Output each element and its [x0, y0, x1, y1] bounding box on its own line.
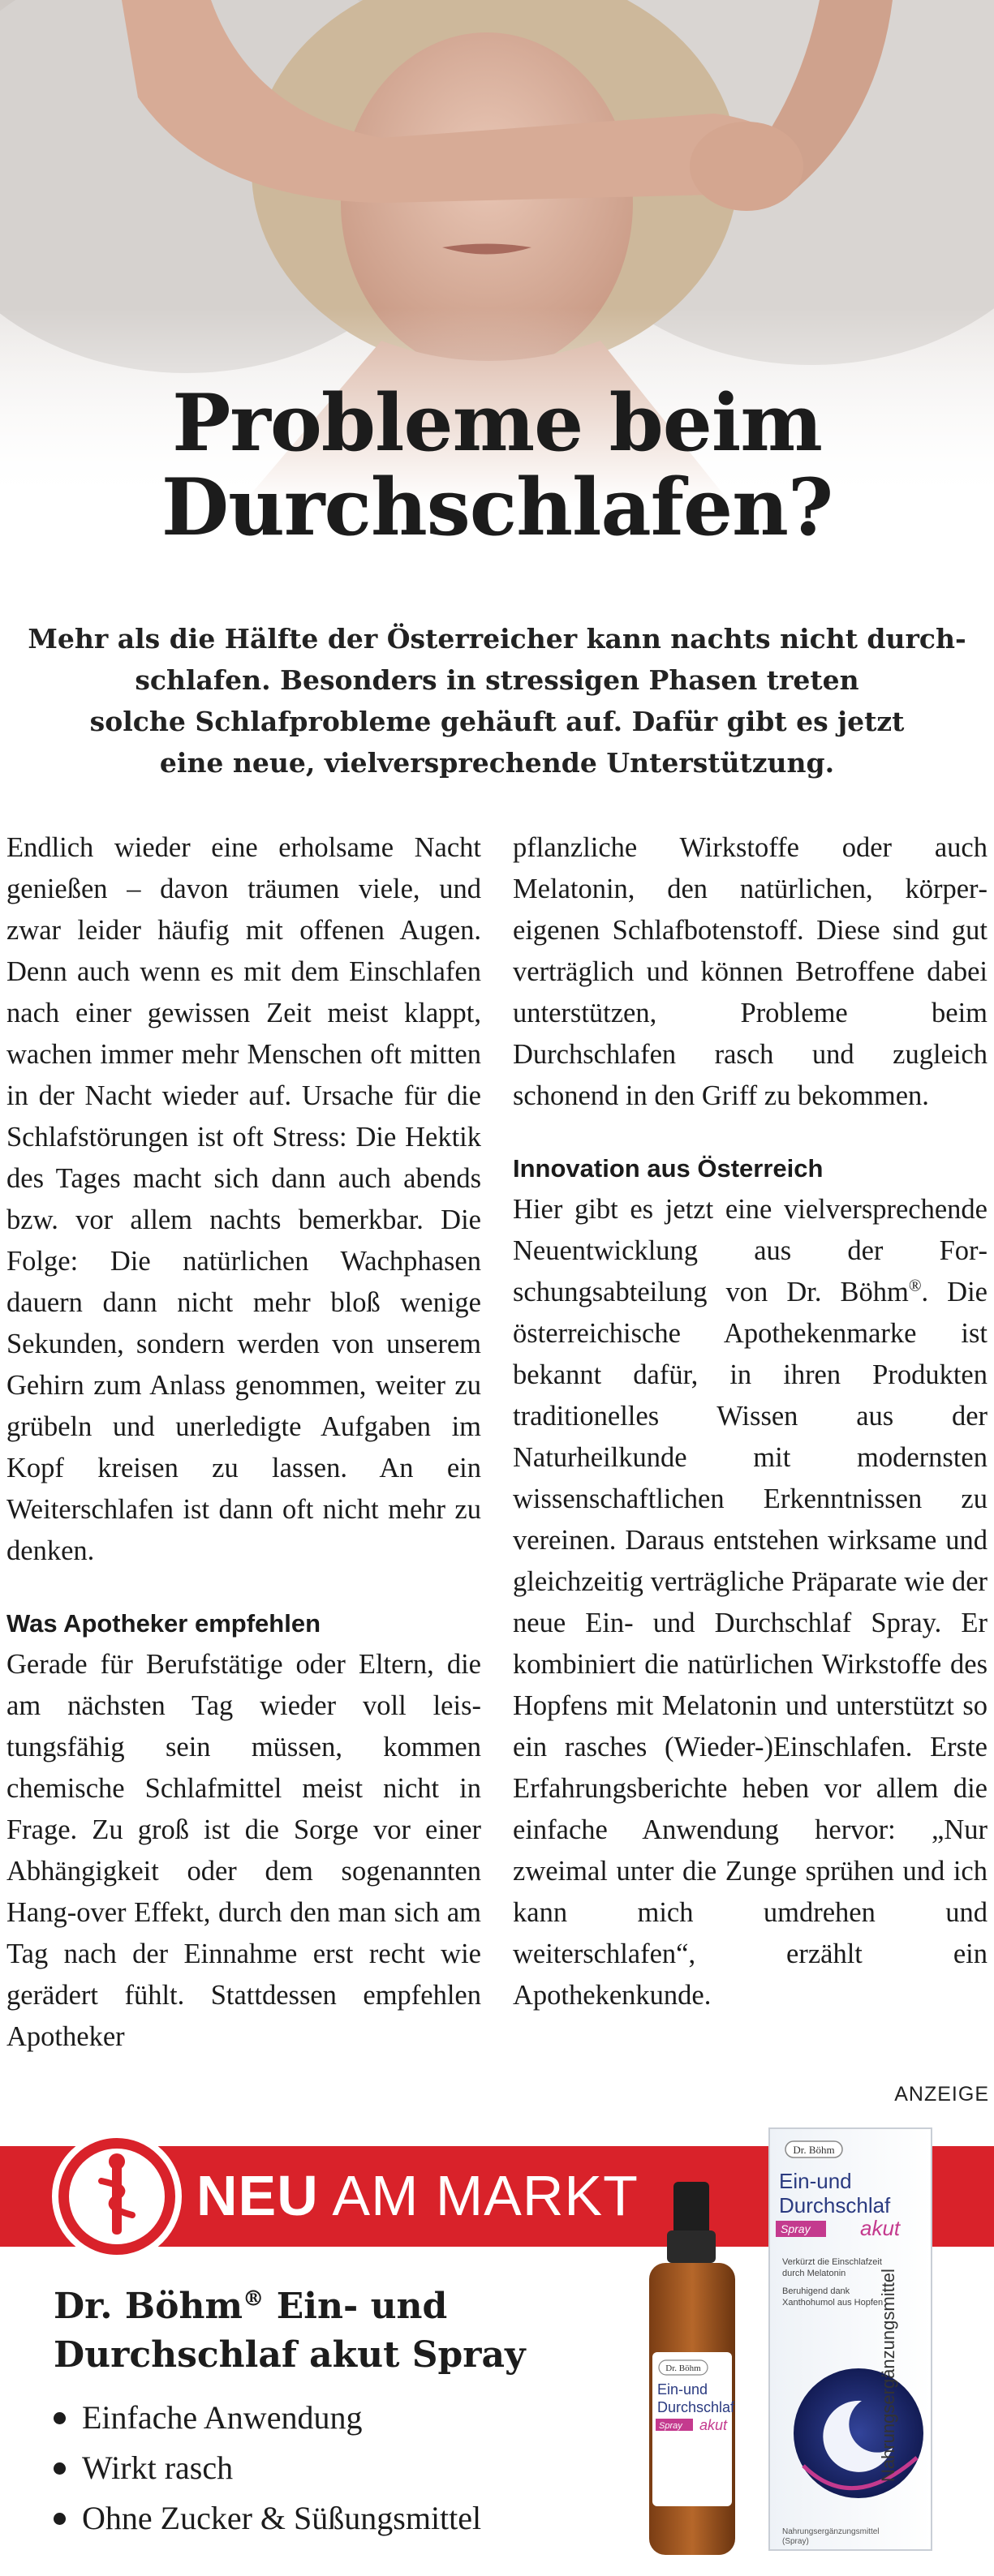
bottle-spray-label: Spray [659, 2421, 682, 2431]
benefit-text: Ohne Zucker & Süßungsmittel [82, 2500, 482, 2536]
headline [0, 377, 994, 553]
benefit-text: Einfache Anwendung [82, 2399, 363, 2436]
box-bottom-2: (Spray) [782, 2537, 809, 2546]
box-line-1: Ein-und [779, 2169, 852, 2193]
box-claim-4: Xanthohumol aus Hopfen [782, 2298, 884, 2308]
banner-text-bold: NEU [196, 2164, 319, 2227]
bottle-line-2: Durchschlaf [657, 2399, 735, 2415]
box-line-2: Durchschlaf [779, 2193, 891, 2218]
product-brand: Dr. Böhm [54, 2286, 243, 2327]
bottle-brand-text: Dr. Böhm [665, 2363, 701, 2373]
section-heading-apotheker: Was Apotheker empfehlen [6, 1609, 321, 1638]
headline-line-1: Probleme beim [172, 377, 822, 469]
moon-icon [794, 2368, 923, 2498]
article-column-left [6, 827, 481, 2058]
box-claim-1: Verkürzt die Einschlafzeit [782, 2257, 882, 2267]
product-registered-mark: ® [243, 2286, 265, 2312]
article-intro: Endlich wieder eine erholsame Nacht genießen – davon träumen viele, und zwar leider häufig mit offenen Augen. Denn auch wenn es mit dem Einschlafen nach einer gewissen Zeit meist klappt, wachen immer mehr Menschen oft mitten in der Nacht wieder auf. Ursache für die Schlafstörungen ist oft Stress: Die Hektik des Tages macht sich dann auch abends bzw. vor allem nachts bemerkbar. Die Folge: Die natürlichen Wachphasen dauern dann nicht mehr bloß wenige Sekunden, sondern werden von unserem Gehirn zum Anlass genommen, weiter zu grübeln und unerledigte Aufgaben im Kopf kreisen zu lassen. An ein Weiterschlafen ist dann oft nicht mehr zu denken. [6, 832, 481, 1566]
benefit-item [54, 2443, 481, 2493]
bullet-icon [54, 2412, 66, 2424]
advertisement-label: ANZEIGE [894, 2083, 989, 2106]
product-title-line-2: Durchschlaf akut Spray [54, 2334, 526, 2376]
section-text-innovation [513, 1189, 988, 2016]
caduceus-icon [52, 2132, 182, 2261]
benefit-item [54, 2393, 481, 2443]
registered-mark: ® [908, 1277, 922, 1295]
banner-text-rest: AM MARKT [318, 2164, 639, 2227]
subhead-line-4: eine neue, vielversprechende Unterstützung. [159, 747, 835, 779]
benefit-item [54, 2493, 481, 2544]
article-continued: pflanzliche Wirkstoffe oder auch Melatonin, den natürlichen, körpereigenen Schlafbotenstoff. Diese sind gut verträglich und können Betroffene dabei unterstützen, Probleme beim Durchschlafen rasch und zugleich schonend in den Griff zu bekommen. [513, 832, 988, 1111]
section-text-apotheker: Gerade für Berufstätige oder Eltern, die am nächsten Tag wieder voll leistungsfähig sein müssen, kommen chemische Schlafmittel meist nicht in Frage. Zu groß ist die Sorge vor einer Abhängigkeit oder dem sogenannten Hang-over Effekt, durch den man sich am Tag nach der Einnahme erst recht wie gerädert fühlt. Stattdessen empfehlen Apotheker [6, 1649, 481, 2052]
spray-nozzle [673, 2182, 709, 2239]
box-claim-3: Beruhigend dank [782, 2286, 850, 2296]
subhead-line-2: schlafen. Besonders in stressigen Phasen treten [135, 664, 859, 696]
subhead-line-3: solche Schlafprobleme gehäuft auf. Dafür gibt es jetzt [89, 706, 905, 737]
box-spray-label: Spray [781, 2222, 811, 2235]
subhead-line-1: Mehr als die Hälfte der Österreicher kann nachts nicht durch- [28, 623, 966, 655]
product-title-line-1 [54, 2282, 638, 2331]
product-title [54, 2282, 638, 2380]
box-akut-label: akut [860, 2216, 901, 2240]
bullet-icon [54, 2462, 66, 2475]
subheadline [16, 618, 978, 784]
bullet-icon [54, 2513, 66, 2525]
box-claim-2: durch Melatonin [782, 2269, 846, 2278]
bottle-line-1: Ein-und [657, 2381, 708, 2398]
article-column-right [513, 827, 988, 2016]
box-bottom-1: Nahrungsergänzungsmittel [782, 2527, 880, 2536]
product-benefits-list [54, 2393, 481, 2544]
banner-text [196, 2159, 639, 2232]
innovation-text-part-1: Hier gibt es jetzt eine vielversprechende Neuentwicklung aus der Forschungsabteilung von Dr. Böhm [513, 1194, 988, 1307]
box-brand-text: Dr. Böhm [793, 2144, 835, 2156]
product-title-rest: Ein- und [264, 2286, 448, 2327]
section-heading-innovation: Innovation aus Österreich [513, 1154, 824, 1183]
bottle-akut-label: akut [699, 2417, 728, 2433]
innovation-text-part-2: . Die österreichische Apothekenmarke ist bekannt dafür, in ihren Produkten traditionelles Wissen aus der Naturheilkunde mit modernsten wissenschaftlichen Erkenntnissen zu vereinen. Daraus entstehen wirksame und gleichzeitig verträgliche Präparate wie der neue Ein- und Durchschlaf Spray. Er kombiniert die natürlichen Wirkstoffe des Hopfens mit Melatonin und unterstützt so ein rasches (Wieder-)Einschlafen. Erste Erfahrungsberichte heben vor allem die einfache Anwendung hervor: „Nur zweimal unter die Zunge sprühen und ich kann mich umdrehen und weiterschlafen“, erzählt ein Apothekenkunde. [513, 1277, 988, 2011]
headline-line-2: Durchschlafen? [161, 462, 833, 553]
benefit-text: Wirkt rasch [82, 2449, 234, 2486]
supplement-side-note: Nahrungsergänzungsmittel [878, 2269, 898, 2482]
